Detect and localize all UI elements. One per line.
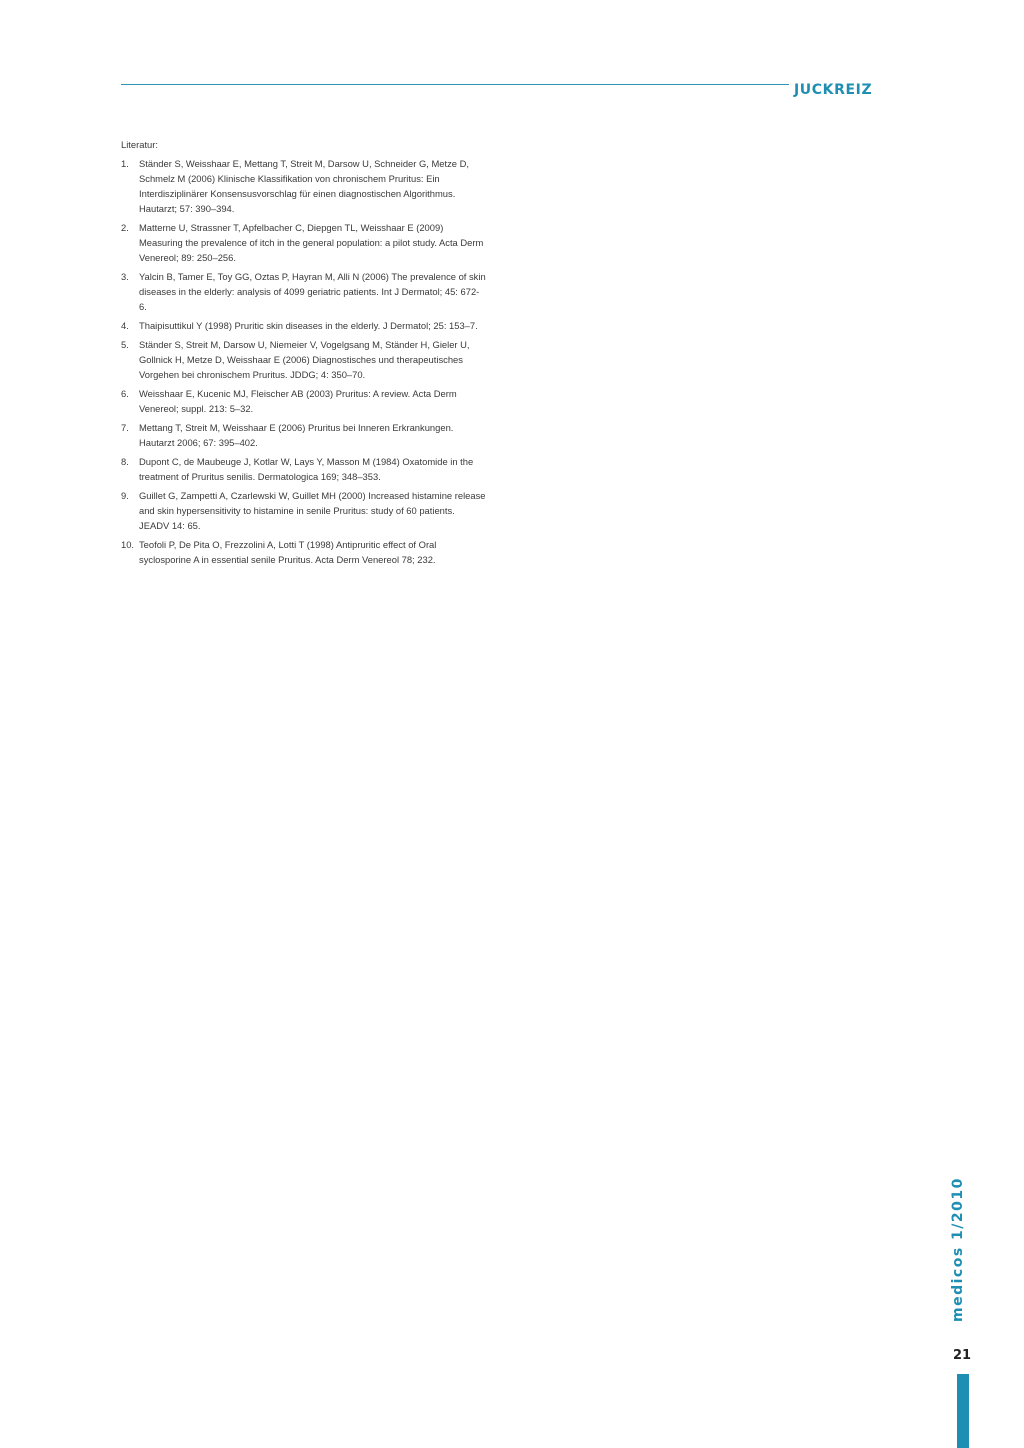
reference-number: 4. [121, 320, 129, 331]
reference-number: 10. [121, 539, 135, 550]
accent-side-bar [957, 1374, 969, 1448]
reference-item [121, 537, 486, 567]
reference-item [121, 337, 486, 382]
reference-text: Teofoli P, De Pita O, Frezzolini A, Lotti T (1998) Antipruritic effect of Oral syclosporine A in essential senile Pruritus. Acta Derm Venereol 78; 232. [139, 539, 437, 565]
reference-number: 2. [121, 222, 129, 233]
reference-text: Ständer S, Weisshaar E, Mettang T, Streit M, Darsow U, Schneider G, Metze D, Schmelz M (2006) Klinische Klassifikation von chronischem Pruritus: Ein Interdisziplinärer Konsensusvorschlag für einen diagnostischen Algorithmus. Hautarzt; 57: 390–394. [139, 158, 469, 214]
reference-item [121, 420, 486, 450]
reference-text: Dupont C, de Maubeuge J, Kotlar W, Lays Y, Masson M (1984) Oxatomide in the treatment of Pruritus senilis. Dermatologica 169; 348–353. [139, 456, 474, 482]
reference-text: Yalcin B, Tamer E, Toy GG, Oztas P, Hayran M, Alli N (2006) The prevalence of skin diseases in the elderly: analysis of 4099 geriatric patients. Int J Dermatol; 45: 672-6. [139, 271, 486, 312]
reference-text: Mettang T, Streit M, Weisshaar E (2006) Pruritus bei Inneren Erkrankungen. Hautarzt 2006; 67: 395–402. [139, 422, 454, 448]
reference-number: 8. [121, 456, 129, 467]
section-title: JUCKREIZ [794, 82, 873, 98]
reference-number: 6. [121, 388, 129, 399]
reference-number: 3. [121, 271, 129, 282]
reference-text: Ständer S, Streit M, Darsow U, Niemeier V, Vogelgsang M, Ständer H, Gieler U, Gollnick H, Metze D, Weisshaar E (2006) Diagnostisches und therapeutisches Vorgehen bei chronischem Pruritus. JDDG; 4: 350–70. [139, 339, 470, 380]
reference-text: Weisshaar E, Kucenic MJ, Fleischer AB (2003) Pruritus: A review. Acta Derm Venereol; suppl. 213: 5–32. [139, 388, 457, 414]
reference-number: 7. [121, 422, 129, 433]
literature-section [121, 137, 486, 571]
reference-item [121, 488, 486, 533]
reference-item [121, 269, 486, 314]
reference-item [121, 386, 486, 416]
literature-heading: Literatur: [121, 139, 158, 150]
reference-number: 9. [121, 490, 129, 501]
journal-issue-label: medicos 1/2010 [950, 1177, 966, 1322]
reference-text: Matterne U, Strassner T, Apfelbacher C, Diepgen TL, Weisshaar E (2009) Measuring the prevalence of itch in the general population: a pilot study. Acta Derm Venereol; 89: 250–256. [139, 222, 484, 263]
header-rule [121, 84, 789, 85]
page-number: 21 [952, 1348, 972, 1363]
reference-text: Thaipisuttikul Y (1998) Pruritic skin diseases in the elderly. J Dermatol; 25: 153–7. [139, 320, 478, 331]
reference-item [121, 454, 486, 484]
reference-number: 5. [121, 339, 129, 350]
reference-list [121, 156, 486, 567]
reference-item [121, 220, 486, 265]
reference-item [121, 318, 486, 333]
reference-number: 1. [121, 158, 129, 169]
reference-item [121, 156, 486, 216]
reference-text: Guillet G, Zampetti A, Czarlewski W, Guillet MH (2000) Increased histamine release and skin hypersensitivity to histamine in senile Pruritus: study of 60 patients. JEADV 14: 65. [139, 490, 486, 531]
